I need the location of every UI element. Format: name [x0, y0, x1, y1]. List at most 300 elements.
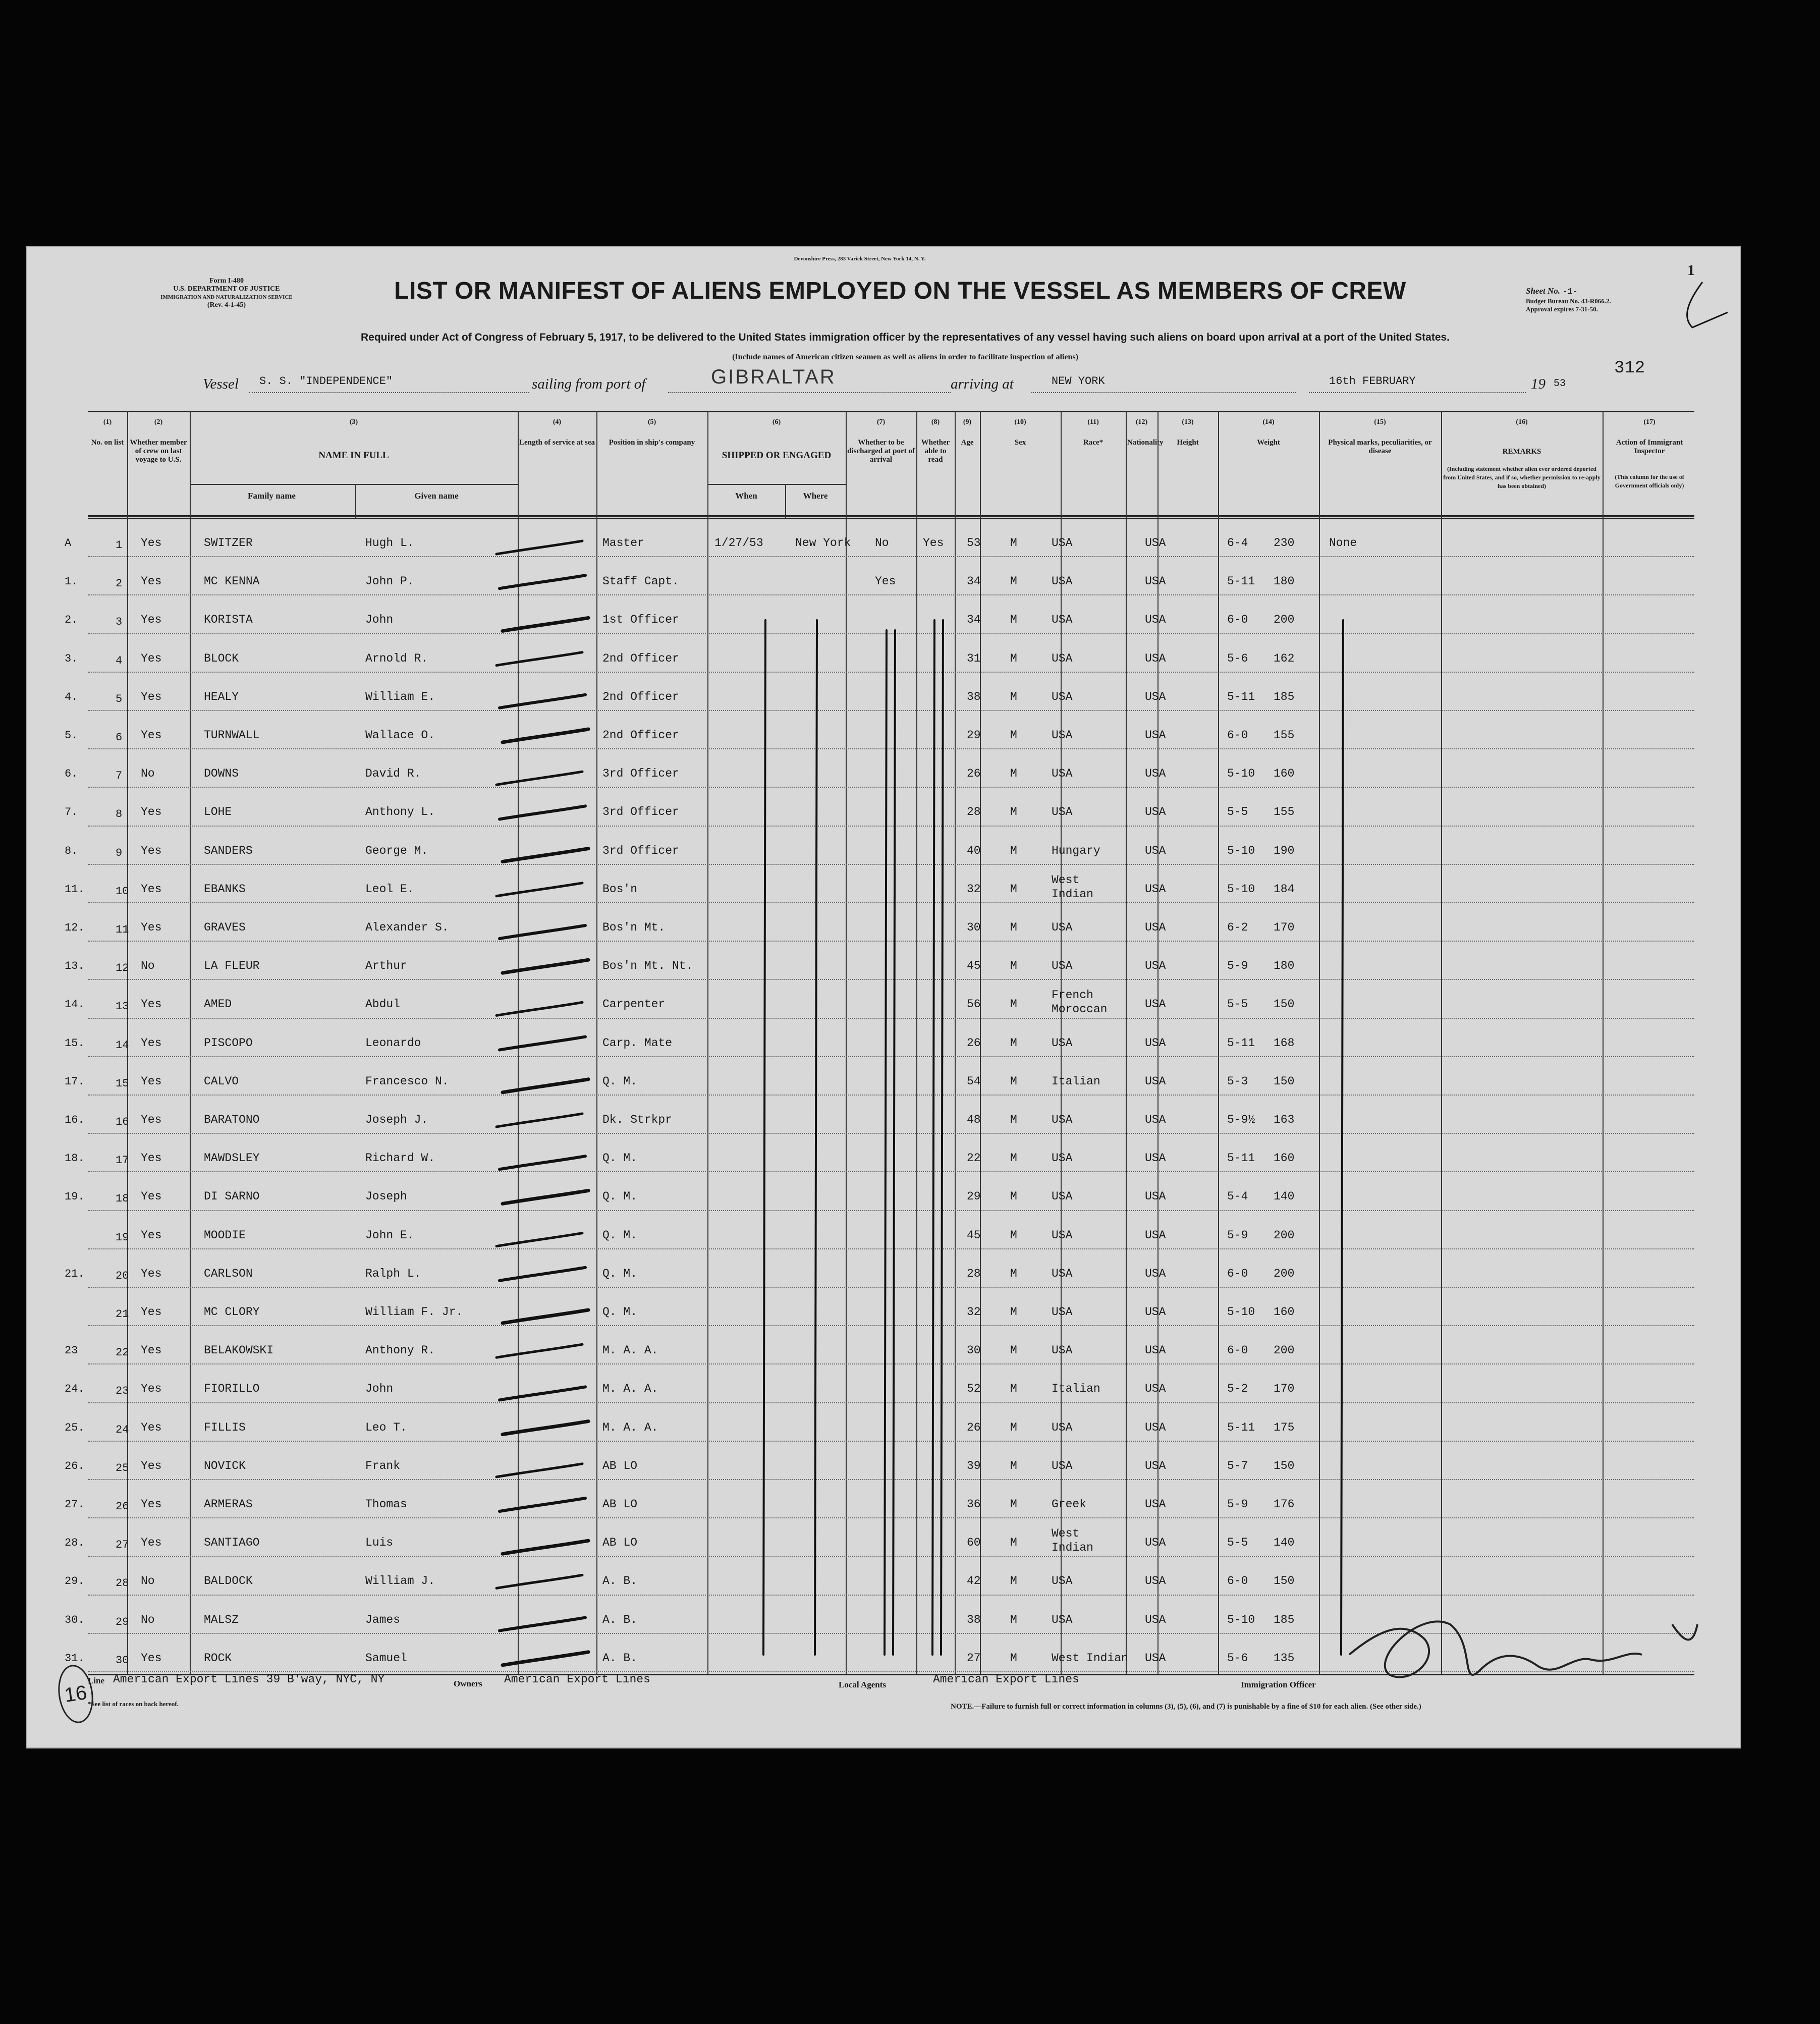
cell-given: Joseph [365, 1190, 407, 1204]
cell-position: 2nd Officer [602, 729, 679, 742]
cell-family: KORISTA [204, 613, 253, 627]
row-number: 18 [116, 1192, 129, 1206]
row-number: 11 [116, 923, 129, 936]
row-number: 9 [116, 846, 123, 859]
column-header: Weight [1257, 439, 1280, 447]
handwritten-dash [497, 772, 582, 785]
cell-height: 5-5 [1227, 1536, 1248, 1550]
cell-race: USA [1052, 536, 1073, 550]
ditto-line [1341, 620, 1343, 1655]
cell-sex: M [1010, 805, 1017, 819]
handwritten-dash [497, 652, 582, 666]
cell-weight: 160 [1274, 1152, 1295, 1165]
cell-discharged: No [875, 536, 889, 550]
cell-position: Q. M. [602, 1190, 638, 1204]
agents-label: Local Agents [839, 1680, 886, 1689]
cell-crew: No [141, 1613, 155, 1626]
cell-weight: 200 [1274, 613, 1295, 627]
cell-height: 5-11 [1227, 1420, 1255, 1434]
cell-given: John P. [365, 575, 414, 588]
cell-position: A. B. [602, 1613, 638, 1626]
cell-race-line2: Moroccan [1052, 1003, 1108, 1016]
cell-age: 34 [967, 575, 981, 588]
cell-weight: 140 [1274, 1536, 1295, 1550]
cell-age: 32 [967, 1305, 981, 1319]
column-header: SHIPPED OR ENGAGED [722, 450, 832, 461]
cell-position: M. A. A. [602, 1344, 658, 1357]
circled-number: 16 [54, 1663, 96, 1725]
cell-weight: 155 [1274, 805, 1295, 819]
cell-given: Leo T. [365, 1420, 407, 1434]
cell-race: USA [1052, 1613, 1073, 1626]
cell-crew: Yes [141, 921, 162, 934]
row-annotation: 26. [65, 1459, 85, 1472]
handwritten-dash [500, 1618, 585, 1631]
line-label: Line [88, 1676, 105, 1685]
column-header: Whether to be discharged at port of arrival [847, 439, 915, 464]
cell-race: USA [1052, 1190, 1073, 1204]
cell-nationality: USA [1145, 1152, 1166, 1165]
cell-race: USA [1052, 1420, 1073, 1434]
cell-weight: 168 [1274, 1036, 1295, 1050]
column-number: (8) [931, 418, 940, 426]
cell-height: 5-11 [1227, 1152, 1255, 1165]
cell-given: Alexander S. [365, 921, 449, 934]
cell-age: 52 [967, 1382, 981, 1396]
cell-height: 5-10 [1227, 1305, 1255, 1319]
cell-nationality: USA [1145, 1459, 1166, 1472]
column-number: (7) [876, 418, 886, 426]
cell-age: 45 [967, 959, 981, 973]
cell-sex: M [1010, 921, 1017, 934]
cell-position: 3rd Officer [602, 805, 679, 819]
column-subheader: (Including statement whether alien ever ordered deported from United States, and if so, whether permission to re-apply has been obtained) [1443, 465, 1601, 489]
cell-family: FILLIS [204, 1420, 246, 1434]
cell-position: AB LO [602, 1536, 638, 1550]
cell-weight: 170 [1274, 921, 1295, 934]
row-number: 19 [116, 1231, 129, 1244]
cell-family: MOODIE [204, 1228, 246, 1242]
row-annotation: 11. [65, 883, 85, 896]
cell-sex: M [1010, 1267, 1017, 1280]
sailing-label: sailing from port of [532, 376, 646, 392]
cell-given: John [365, 613, 394, 627]
column-number: (9) [963, 418, 972, 426]
handwritten-dash [503, 1310, 588, 1323]
row-annotation: 3. [65, 652, 78, 665]
cell-race: Hungary [1052, 844, 1100, 857]
cell-crew: Yes [141, 1113, 162, 1126]
row-annotation: 19. [65, 1190, 85, 1204]
cell-family: BELAKOWSKI [204, 1344, 274, 1357]
document-subtitle: Required under Act of Congress of February 5, 1917, to be delivered to the United States immigration officer by the representatives of any vessel having such aliens on board upon arrival at a port of the United States. [360, 332, 1450, 343]
port-of-arrival: NEW YORK [1052, 375, 1105, 388]
cell-crew: Yes [141, 1305, 162, 1319]
cell-height: 5-6 [1227, 651, 1248, 665]
row-annotation: 7. [65, 806, 78, 819]
row-number: 15 [116, 1077, 129, 1090]
cell-family: BALDOCK [204, 1574, 253, 1588]
year-prefix: 19 [1531, 376, 1546, 392]
cell-sex: M [1010, 1152, 1017, 1165]
row-annotation: 28. [65, 1537, 85, 1550]
cell-age: 30 [967, 1344, 981, 1357]
cell-weight: 175 [1274, 1420, 1295, 1434]
ditto-line [941, 620, 943, 1655]
cell-age: 31 [967, 651, 981, 665]
row-annotation: 24. [65, 1383, 85, 1396]
column-number: (11) [1087, 418, 1099, 426]
ditto-line [893, 630, 895, 1655]
cell-weight: 170 [1274, 1382, 1295, 1396]
cell-nationality: USA [1145, 1305, 1166, 1319]
handwritten-dash [500, 806, 585, 819]
row-number: 23 [116, 1385, 129, 1398]
cell-position: AB LO [602, 1498, 638, 1511]
cell-given: Joseph J. [365, 1113, 428, 1126]
cell-sex: M [1010, 729, 1017, 742]
cell-sex: M [1010, 1036, 1017, 1050]
cell-weight: 200 [1274, 1267, 1295, 1280]
stamp-number: 312 [1614, 359, 1645, 378]
column-number: (2) [154, 418, 163, 426]
row-annotation: A [65, 537, 72, 550]
cell-position: Q. M. [602, 1267, 638, 1280]
row-annotation: 23 [65, 1344, 78, 1357]
cell-age: 26 [967, 1420, 981, 1434]
row-number: 7 [116, 770, 123, 783]
cell-sex: M [1010, 613, 1017, 627]
cell-sex: M [1010, 1613, 1017, 1626]
form-revision: (Rev. 4-1-45) [207, 301, 246, 309]
column-header: Age [961, 439, 974, 447]
column-number: (13) [1182, 418, 1194, 426]
cell-given: Hugh L. [365, 536, 414, 550]
sheet-number-label: Sheet No. [1526, 286, 1560, 296]
handwritten-dash [497, 883, 582, 896]
cell-position: A. B. [602, 1651, 638, 1665]
cell-height: 5-5 [1227, 998, 1248, 1011]
document-title: LIST OR MANIFEST OF ALIENS EMPLOYED ON THE VESSEL AS MEMBERS OF CREW [394, 278, 1406, 304]
cell-position: Q. M. [602, 1152, 638, 1165]
cell-family: AMED [204, 998, 232, 1011]
vessel-name: S. S. "INDEPENDENCE" [259, 375, 393, 388]
cell-position: Bos'n [602, 882, 638, 896]
column-number: (1) [103, 418, 112, 426]
cell-crew: Yes [141, 805, 162, 819]
column-header: REMARKS [1502, 448, 1541, 456]
cell-height: 5-11 [1227, 1036, 1255, 1050]
agents-value: American Export Lines [933, 1673, 1079, 1686]
cell-crew: Yes [141, 1420, 162, 1434]
form-number: Form I-480 [209, 277, 244, 285]
cell-family: SANTIAGO [204, 1536, 260, 1550]
cell-given: Samuel [365, 1651, 407, 1665]
cell-sex: M [1010, 844, 1017, 857]
cell-sex: M [1010, 1074, 1017, 1088]
cell-height: 5-9 [1227, 959, 1248, 973]
cell-weight: 150 [1274, 1574, 1295, 1588]
cell-race: West [1052, 1527, 1080, 1541]
cell-given: Leol E. [365, 882, 414, 896]
cell-crew: Yes [141, 1459, 162, 1472]
cell-given: Ralph L. [365, 1267, 421, 1280]
handwritten-dash [503, 618, 588, 631]
cell-weight: 200 [1274, 1344, 1295, 1357]
column-number: (12) [1135, 418, 1148, 426]
cell-sex: M [1010, 882, 1017, 896]
column-header: Nationality [1127, 439, 1164, 447]
cell-weight: 150 [1274, 1459, 1295, 1472]
cell-position: AB LO [602, 1459, 638, 1472]
row-annotation: 8. [65, 844, 78, 857]
cell-read: Yes [923, 536, 944, 550]
cell-family: SANDERS [204, 844, 253, 857]
cell-race: USA [1052, 575, 1073, 588]
cell-weight: 200 [1274, 1228, 1295, 1242]
cell-race: USA [1052, 767, 1073, 781]
row-number: 13 [116, 1000, 129, 1013]
column-number: (3) [349, 418, 358, 426]
cell-position: 2nd Officer [602, 690, 679, 703]
service-name: IMMIGRATION AND NATURALIZATION SERVICE [160, 294, 293, 300]
cell-height: 5-10 [1227, 844, 1255, 857]
column-header: Whether member of crew on last voyage to U.S. [130, 439, 187, 464]
handwritten-dash [503, 729, 588, 742]
cell-position: Master [602, 536, 644, 550]
cell-race-line2: Indian [1052, 887, 1093, 901]
cell-race: USA [1052, 921, 1073, 934]
row-number: 4 [116, 654, 123, 667]
cell-crew: Yes [141, 651, 162, 665]
handwritten-dash [503, 1652, 588, 1665]
cell-sex: M [1010, 1228, 1017, 1242]
cell-height: 6-2 [1227, 921, 1248, 934]
cell-weight: 150 [1274, 1074, 1295, 1088]
ditto-line [815, 620, 817, 1655]
printer-line: Devonshire Press, 283 Varick Street, New York 14, N. Y. [794, 256, 926, 262]
cell-height: 5-9½ [1227, 1113, 1255, 1126]
cell-family: MAWDSLEY [204, 1152, 260, 1165]
column-header: Action of Immigrant Inspector [1616, 439, 1683, 455]
cell-family: TURNWALL [204, 729, 260, 742]
cell-height: 5-10 [1227, 767, 1255, 781]
cell-crew: Yes [141, 844, 162, 857]
cell-sex: M [1010, 1574, 1017, 1588]
cell-race: USA [1052, 690, 1073, 703]
cell-position: 2nd Officer [602, 651, 679, 665]
cell-age: 38 [967, 690, 981, 703]
cell-sex: M [1010, 1420, 1017, 1434]
cell-crew: Yes [141, 1267, 162, 1280]
cell-crew: Yes [141, 1190, 162, 1204]
cell-sex: M [1010, 536, 1017, 550]
cell-height: 5-11 [1227, 575, 1255, 588]
cell-family: LOHE [204, 805, 232, 819]
row-annotation: 25. [65, 1421, 85, 1434]
cell-family: MC CLORY [204, 1305, 260, 1319]
handwritten-dash [500, 1037, 585, 1050]
cell-sex: M [1010, 1382, 1017, 1396]
cell-given: Frank [365, 1459, 401, 1472]
column-number: (17) [1643, 418, 1656, 426]
cell-race: USA [1052, 805, 1073, 819]
row-number: 30 [116, 1654, 129, 1667]
handwritten-dash [503, 1421, 588, 1435]
cell-given: William J. [365, 1574, 435, 1588]
cell-crew: Yes [141, 690, 162, 703]
cell-given: Leonardo [365, 1036, 421, 1050]
column-header: Position in ship's company [609, 439, 695, 447]
row-number: 6 [116, 731, 123, 744]
cell-age: 60 [967, 1536, 981, 1550]
cell-family: ARMERAS [204, 1498, 253, 1511]
vessel-label: Vessel [203, 376, 239, 392]
immigration-officer-label: Immigration Officer [1241, 1680, 1316, 1689]
cell-race: USA [1052, 651, 1073, 665]
row-number: 21 [116, 1308, 129, 1321]
column-header: Race* [1083, 439, 1104, 447]
cell-crew: Yes [141, 1382, 162, 1396]
cell-position: M. A. A. [602, 1420, 658, 1434]
cell-family: GRAVES [204, 921, 246, 934]
row-number: 12 [116, 962, 129, 975]
handwritten-dash [500, 1498, 585, 1511]
cell-race: USA [1052, 1228, 1073, 1242]
cell-nationality: USA [1145, 1536, 1166, 1550]
handwritten-dash [497, 1002, 582, 1015]
cell-age: 26 [967, 1036, 981, 1050]
cell-position: Bos'n Mt. [602, 921, 666, 934]
cell-weight: 155 [1274, 729, 1295, 742]
cell-given: Anthony R. [365, 1344, 435, 1357]
cell-nationality: USA [1145, 959, 1166, 973]
cell-weight: 185 [1274, 1613, 1295, 1626]
approval-expiry: Approval expires 7-31-50. [1526, 305, 1598, 313]
column-subheader: Family name [248, 491, 296, 501]
cell-age: 32 [967, 882, 981, 896]
cell-crew: Yes [141, 1074, 162, 1088]
cell-height: 5-2 [1227, 1382, 1248, 1396]
cell-family: LA FLEUR [204, 959, 260, 973]
row-annotation: 16. [65, 1114, 85, 1126]
column-header: Whether able to read [921, 439, 950, 464]
handwritten-dash [503, 1079, 588, 1092]
ditto-line [885, 630, 887, 1655]
cell-height: 5-9 [1227, 1498, 1248, 1511]
column-number: (5) [647, 418, 656, 426]
cell-given: Francesco N. [365, 1074, 449, 1088]
cell-weight: 135 [1274, 1651, 1295, 1665]
cell-race: USA [1052, 1152, 1073, 1165]
row-annotation: 5. [65, 729, 78, 742]
row-annotation: 31. [65, 1652, 85, 1665]
arriving-label: arriving at [951, 376, 1014, 392]
cell-position: 1st Officer [602, 613, 679, 627]
cell-height: 5-9 [1227, 1228, 1248, 1242]
row-annotation: 29. [65, 1575, 85, 1588]
cell-given: David R. [365, 767, 421, 781]
row-number: 3 [116, 616, 123, 629]
column-number: (6) [772, 418, 781, 426]
cell-position: 3rd Officer [602, 844, 679, 857]
cell-crew: Yes [141, 613, 162, 627]
cell-nationality: USA [1145, 844, 1166, 857]
cell-nationality: USA [1145, 767, 1166, 781]
cell-crew: Yes [141, 1036, 162, 1050]
cell-weight: 180 [1274, 575, 1295, 588]
cell-nationality: USA [1145, 1613, 1166, 1626]
cell-family: NOVICK [204, 1459, 246, 1472]
cell-family: MC KENNA [204, 575, 260, 588]
cell-nationality: USA [1145, 690, 1166, 703]
row-number: 17 [116, 1154, 129, 1167]
handwritten-dash [503, 960, 588, 973]
column-header: Length of service at sea [519, 439, 595, 447]
cell-crew: Yes [141, 1498, 162, 1511]
cell-height: 5-4 [1227, 1190, 1248, 1204]
cell-nationality: USA [1145, 536, 1166, 550]
cell-nationality: USA [1145, 651, 1166, 665]
cell-age: 29 [967, 729, 981, 742]
cell-height: 5-5 [1227, 805, 1248, 819]
cell-family: SWITZER [204, 536, 253, 550]
arrival-date: 16th FEBRUARY [1329, 375, 1416, 388]
cell-family: MALSZ [204, 1613, 239, 1626]
row-number: 8 [116, 808, 123, 821]
cell-nationality: USA [1145, 1036, 1166, 1050]
cell-given: Arnold R. [365, 651, 428, 665]
row-annotation: 21. [65, 1267, 85, 1280]
cell-age: 53 [967, 536, 981, 550]
cell-height: 5-10 [1227, 882, 1255, 896]
cell-crew: Yes [141, 1536, 162, 1550]
races-note: *See list of races on back hereof. [88, 1700, 179, 1708]
cell-family: CALVO [204, 1074, 239, 1088]
department-name: U.S. DEPARTMENT OF JUSTICE [173, 285, 280, 293]
cell-height: 6-0 [1227, 613, 1248, 627]
cell-nationality: USA [1145, 613, 1166, 627]
row-annotation: 6. [65, 768, 78, 781]
handwritten-dash [497, 1233, 582, 1246]
cell-marks: None [1329, 536, 1357, 550]
handwritten-dash [503, 849, 588, 862]
cell-age: 29 [967, 1190, 981, 1204]
cell-weight: 160 [1274, 767, 1295, 781]
cell-given: Luis [365, 1536, 394, 1550]
cell-race: USA [1052, 1305, 1073, 1319]
cell-race-line2: Indian [1052, 1541, 1093, 1555]
cell-age: 28 [967, 805, 981, 819]
cell-race: USA [1052, 1459, 1073, 1472]
handwritten-dash [500, 1387, 585, 1400]
cell-crew: Yes [141, 575, 162, 588]
cell-sex: M [1010, 1113, 1017, 1126]
cell-family: PISCOPO [204, 1036, 253, 1050]
cell-position: Dk. Strkpr [602, 1113, 673, 1126]
row-annotation: 27. [65, 1498, 85, 1511]
cell-nationality: USA [1145, 1420, 1166, 1434]
row-annotation: 15. [65, 1036, 85, 1050]
cell-position: Staff Capt. [602, 575, 679, 588]
cell-age: 38 [967, 1613, 981, 1626]
cell-weight: 190 [1274, 844, 1295, 857]
row-number: 24 [116, 1423, 129, 1436]
handwritten-dash [497, 541, 582, 554]
cell-race: USA [1052, 1036, 1073, 1050]
cell-sex: M [1010, 575, 1017, 588]
column-subheader: Given name [414, 491, 459, 501]
